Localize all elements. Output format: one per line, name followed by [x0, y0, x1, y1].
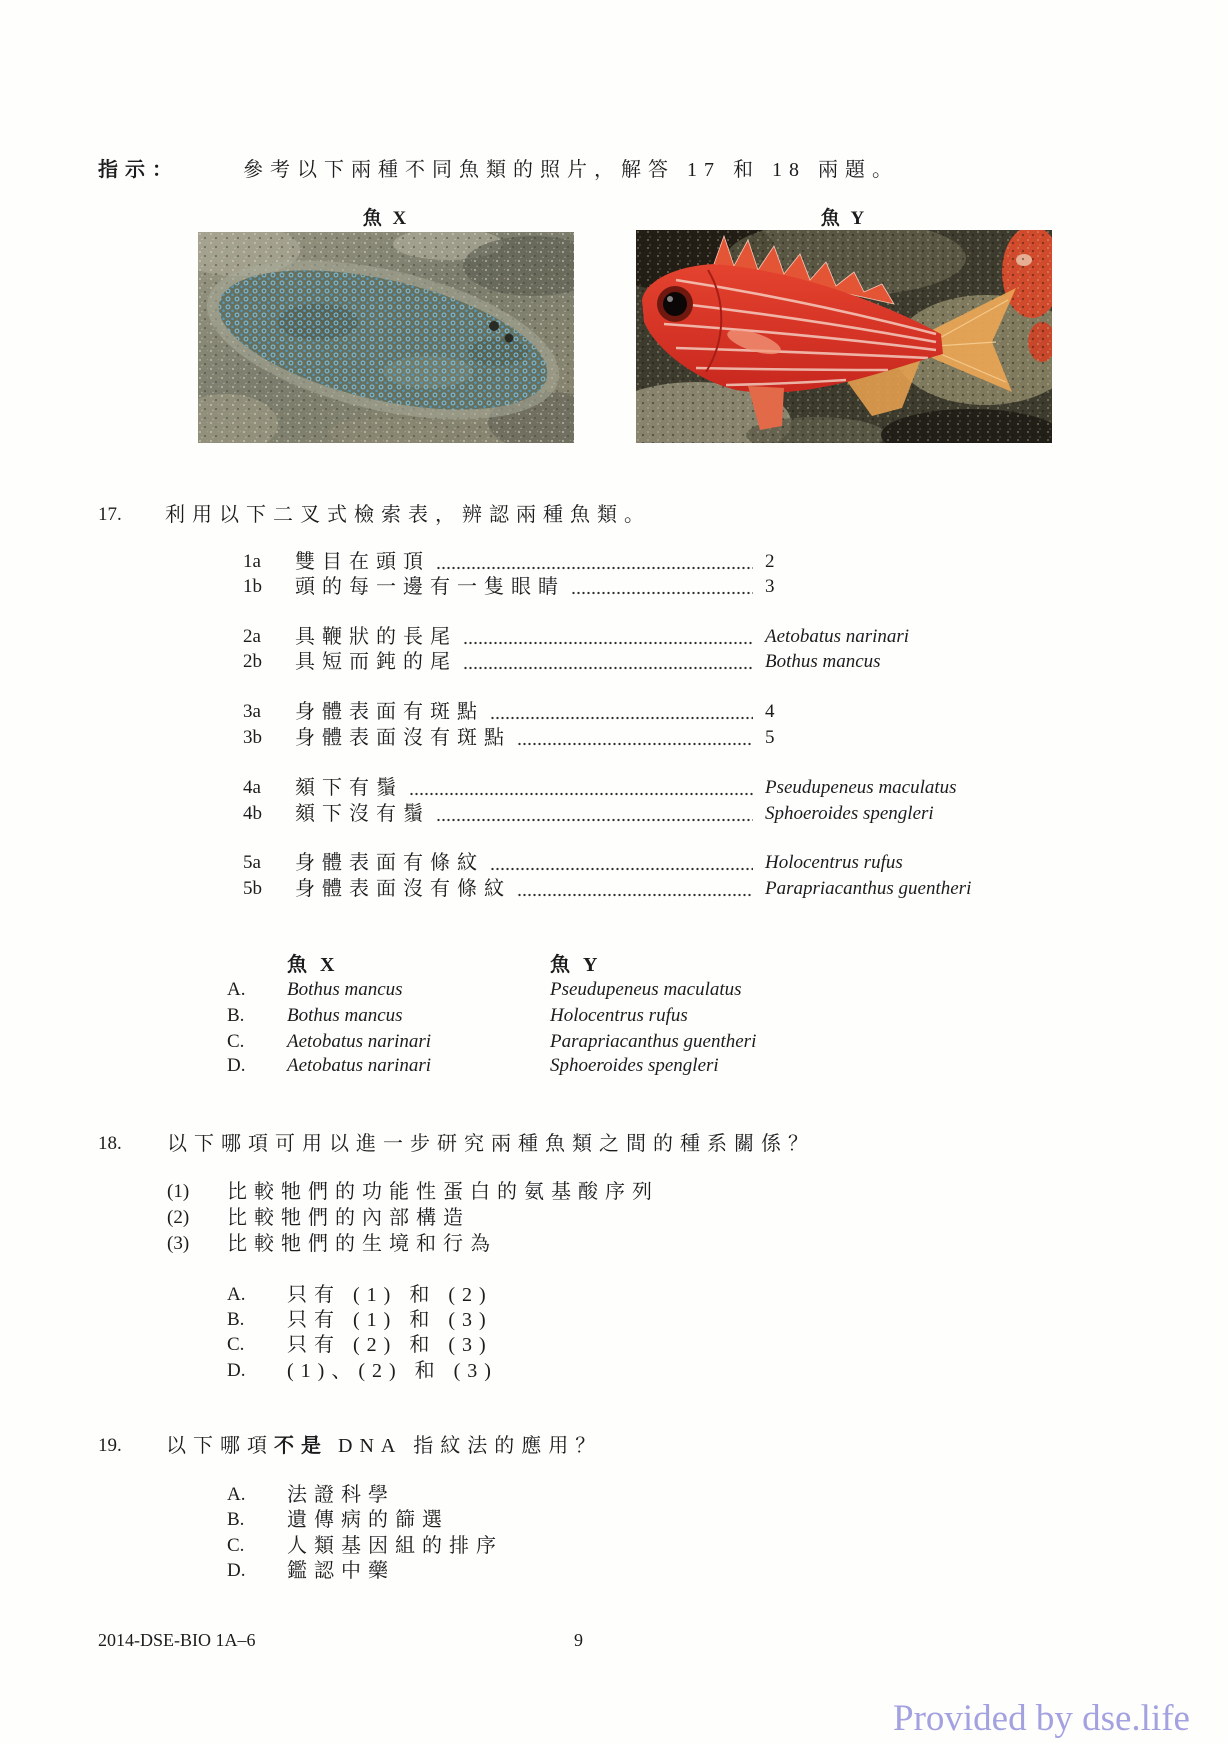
key-step-species: Pseudupeneus maculatus [765, 777, 957, 798]
statement-number: (2) [167, 1207, 190, 1228]
paper-code: 2014-DSE-BIO 1A–6 [98, 1630, 256, 1650]
key-row-left [243, 700, 753, 724]
key-row [243, 700, 1023, 724]
key-step-species: Holocentrus rufus [765, 852, 903, 873]
key-step-id: 1b [243, 576, 262, 597]
key-step-id: 4a [243, 777, 261, 798]
key-row [243, 776, 1023, 800]
option-text: 遺傳病的篩選 [287, 1509, 449, 1531]
question-17-number: 17. [98, 504, 122, 525]
key-row-left [243, 575, 753, 599]
key-step-id: 1a [243, 551, 261, 572]
key-row-left [243, 650, 753, 674]
option-fish-x: Aetobatus narinari [287, 1055, 432, 1076]
dot-leader [490, 851, 753, 875]
fish-y-photo-label: 魚 Y [820, 208, 868, 229]
key-row [243, 625, 1023, 649]
key-step-text: 頦下沒有鬚 [295, 803, 430, 825]
key-step-id: 5b [243, 878, 262, 899]
option-text: 法證科學 [287, 1484, 395, 1506]
question-19-stem [166, 1434, 602, 1458]
key-step-text: 具鞭狀的長尾 [295, 626, 457, 648]
option-letter: B. [227, 1509, 245, 1530]
key-step-id: 3b [243, 727, 262, 748]
key-step-id: 5a [243, 852, 261, 873]
key-row-left [243, 776, 753, 800]
key-row-left [243, 550, 753, 574]
option-text: 鑑認中藥 [287, 1560, 395, 1582]
statement-text: 比較牠們的內部構造 [227, 1207, 470, 1229]
dot-leader [436, 802, 753, 826]
instruction-text: 參考以下兩種不同魚類的照片，解答 17 和 18 兩題。 [243, 159, 899, 181]
option-fish-x: Bothus mancus [287, 979, 403, 1000]
key-row [243, 575, 1023, 599]
question-18-number: 18. [98, 1133, 122, 1154]
dot-leader [436, 550, 753, 574]
option-fish-y: Sphoeroides spengleri [550, 1055, 719, 1076]
fish-x-photo [198, 232, 574, 443]
key-row-left [243, 802, 753, 826]
fish-y-photo [636, 230, 1052, 443]
key-step-result: 5 [765, 727, 775, 748]
statement-number: (1) [167, 1181, 190, 1202]
flounder-eye [489, 321, 499, 331]
key-row-left [243, 726, 753, 750]
key-row [243, 851, 1023, 875]
key-row [243, 802, 1023, 826]
dot-leader [463, 625, 753, 649]
question-18-stem: 以下哪項可用以進一步研究兩種魚類之間的種系關係？ [167, 1133, 815, 1155]
key-step-result: 3 [765, 576, 775, 597]
option-fish-x: Bothus mancus [287, 1005, 403, 1026]
stem-emphasis: 不是 [274, 1435, 328, 1457]
dot-leader [463, 650, 753, 674]
statement-text: 比較牠們的生境和行為 [227, 1233, 497, 1255]
key-step-id: 2a [243, 626, 261, 647]
option-letter: D. [227, 1360, 246, 1381]
key-step-species: Bothus mancus [765, 651, 881, 672]
dot-leader [517, 877, 753, 901]
dot-leader [490, 700, 753, 724]
stem-start: 以下哪項 [166, 1435, 274, 1457]
option-letter: A. [227, 1284, 246, 1305]
dot-leader [571, 575, 753, 599]
option-text: (1)、(2) 和 (3) [287, 1360, 498, 1382]
option-fish-x: Aetobatus narinari [287, 1031, 432, 1052]
instruction-label: 指示： [98, 159, 179, 181]
key-row [243, 550, 1023, 574]
fish-x-photo-label: 魚 X [362, 208, 410, 229]
options-header-fish-y: 魚 Y [550, 954, 602, 976]
option-fish-y: Parapriacanthus guentheri [550, 1031, 757, 1052]
option-text: 只有 (2) 和 (3) [287, 1334, 493, 1356]
key-step-id: 3a [243, 701, 261, 722]
dot-leader [517, 726, 753, 750]
options-header-fish-x: 魚 X [287, 954, 339, 976]
key-row-left [243, 877, 753, 901]
key-row [243, 726, 1023, 750]
key-step-text: 雙目在頭頂 [295, 551, 430, 573]
key-step-species: Aetobatus narinari [765, 626, 910, 647]
option-text: 只有 (1) 和 (3) [287, 1309, 493, 1331]
key-step-result: 2 [765, 551, 775, 572]
key-step-text: 身體表面有斑點 [295, 701, 484, 723]
option-letter: A. [227, 979, 246, 1000]
key-step-text: 具短而鈍的尾 [295, 651, 457, 673]
page-number: 9 [574, 1630, 583, 1650]
key-step-text: 身體表面沒有斑點 [295, 727, 511, 749]
watermark-link[interactable]: Provided by dse.life [893, 1698, 1190, 1739]
option-letter: C. [227, 1334, 245, 1355]
statement-text: 比較牠們的功能性蛋白的氨基酸序列 [227, 1181, 659, 1203]
option-letter: B. [227, 1005, 245, 1026]
key-row-left [243, 851, 753, 875]
option-fish-y: Holocentrus rufus [550, 1005, 688, 1026]
option-text: 人類基因組的排序 [287, 1535, 503, 1557]
option-letter: D. [227, 1055, 246, 1076]
key-step-result: 4 [765, 701, 775, 722]
option-letter: B. [227, 1309, 245, 1330]
question-17-stem: 利用以下二叉式檢索表，辨認兩種魚類。 [165, 504, 651, 526]
key-step-text: 身體表面沒有條紋 [295, 878, 511, 900]
dot-leader [409, 776, 753, 800]
key-step-text: 身體表面有條紋 [295, 852, 484, 874]
option-letter: C. [227, 1535, 245, 1556]
option-fish-y: Pseudupeneus maculatus [550, 979, 742, 1000]
key-row-left [243, 625, 753, 649]
statement-number: (3) [167, 1233, 190, 1254]
option-letter: D. [227, 1560, 246, 1581]
key-step-text: 頭的每一邊有一隻眼睛 [295, 576, 565, 598]
key-step-id: 2b [243, 651, 262, 672]
option-letter: A. [227, 1484, 246, 1505]
option-text: 只有 (1) 和 (2) [287, 1284, 493, 1306]
question-19-number: 19. [98, 1435, 122, 1456]
key-step-id: 4b [243, 803, 262, 824]
stem-end: DNA 指紋法的應用？ [338, 1435, 603, 1457]
key-step-text: 頦下有鬚 [295, 777, 403, 799]
option-letter: C. [227, 1031, 245, 1052]
key-step-species: Parapriacanthus guentheri [765, 878, 972, 899]
key-row [243, 650, 1023, 674]
key-row [243, 877, 1023, 901]
key-step-species: Sphoeroides spengleri [765, 803, 934, 824]
